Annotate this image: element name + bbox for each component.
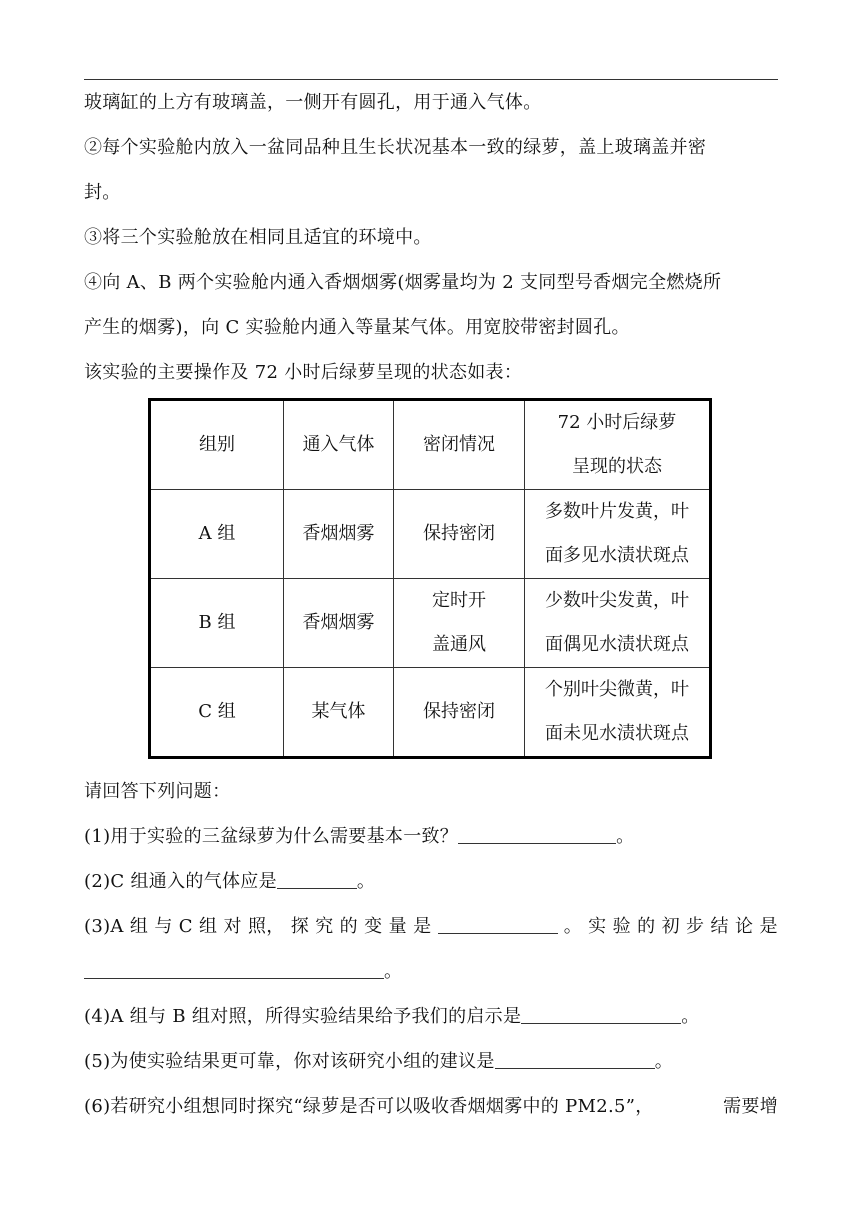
answer-blank-5[interactable] [495,1050,655,1069]
text-line-7: 该实验的主要操作及 72 小时后绿萝呈现的状态如表： [84,362,523,383]
q3-word: 对 [223,916,242,937]
question-6-text: (6)若研究小组想同时探究“绿萝是否可以吸收香烟烟雾中的 PM2.5”， [84,1096,654,1117]
answer-blank-2[interactable] [277,870,357,889]
q3-word: 照， [247,916,285,937]
q3-word: 的 [637,916,656,937]
cell-group: C 组 [150,668,284,758]
q3-word: 论 [734,916,754,937]
cell-seal-line-1: 定时开 [432,590,486,611]
table-row [150,490,711,579]
cell-group: A 组 [150,490,284,579]
answer-blank-3b[interactable] [84,960,384,979]
header-state [525,400,711,490]
questions-intro: 请回答下列问题： [84,781,231,802]
cell-state-line-2: 面未见水渍状斑点 [545,723,689,744]
q3-word: 是 [759,916,778,937]
answer-blank-1[interactable] [458,825,616,844]
q3-word: 组 [199,916,218,937]
question-2-text: (2)C 组通入的气体应是 [84,871,277,892]
table-header-row [150,400,711,490]
period: 。 [384,961,403,982]
cell-gas: 香烟烟雾 [284,579,394,668]
period: 。 [356,871,376,892]
q3-word: (3)A [84,916,124,937]
cell-seal-line-2: 盖通风 [432,634,486,655]
cell-state-line-1: 个别叶尖微黄，叶 [545,679,689,700]
text-line-4: ③将三个实验舱放在相同且适宜的环境中。 [84,227,432,248]
table-row [150,579,711,668]
q3-word: C [178,916,193,937]
question-5 [84,1050,673,1074]
header-gas: 通入气体 [284,400,394,490]
cell-state-line-1: 多数叶片发黄，叶 [545,501,689,522]
answer-blank-3a[interactable] [438,915,558,934]
cell-state [525,579,711,668]
q3-word: 探 [290,916,310,937]
q3-word: 。 [563,916,583,937]
experiment-table [148,398,712,759]
q3-word: 组 [129,916,149,937]
text-line-2 [84,136,778,160]
period: 。 [654,1051,674,1072]
answer-blank-4[interactable] [521,1005,681,1024]
header-seal: 密闭情况 [394,400,525,490]
text-line-2-content: ②每个实验舱内放入一盆同品种且生长状况基本一致的绿萝，盖上玻璃盖并密 [84,137,707,158]
q3-word: 初 [661,916,680,937]
q3-word: 步 [686,916,705,937]
question-6 [84,1095,778,1119]
period: 。 [681,1006,700,1027]
q3-word: 验 [612,916,631,937]
question-6-tail: 需要增 [723,1096,778,1117]
question-5-text: (5)为使实验结果更可靠，你对该研究小组的建议是 [84,1051,495,1072]
cell-state [525,668,711,758]
question-2 [84,870,375,894]
q3-word: 变 [364,916,383,937]
cell-gas: 某气体 [284,668,394,758]
question-4-text: (4)A 组与 B 组对照，所得实验结果给予我们的启示是 [84,1006,522,1027]
q3-word: 与 [154,916,173,937]
text-line-5: ④向 A、B 两个实验舱内通入香烟烟雾(烟雾量均为 2 支同型号香烟完全燃烧所 [84,272,722,293]
text-line-3: 封。 [84,182,121,203]
question-1-text: (1)用于实验的三盆绿萝为什么需要基本一致？ [84,826,459,847]
cell-gas: 香烟烟雾 [284,490,394,579]
cell-state-line-1: 少数叶尖发黄，叶 [545,590,689,611]
q3-word: 实 [588,916,607,937]
question-4 [84,1005,700,1029]
q3-word: 是 [413,916,432,937]
question-3-continued [84,960,402,984]
question-3 [84,915,778,939]
table-row [150,668,711,758]
q3-word: 量 [388,916,407,937]
cell-seal: 保持密闭 [394,490,525,579]
header-state-line-1: 72 小时后绿萝 [557,412,677,433]
q3-word: 究 [315,916,334,937]
cell-seal: 保持密闭 [394,668,525,758]
period: 。 [616,826,635,847]
cell-state [525,490,711,579]
q3-word: 结 [710,916,729,937]
cell-state-line-2: 面多见水渍状斑点 [545,545,689,566]
question-1 [84,825,634,849]
header-state-line-2: 呈现的状态 [572,456,662,477]
cell-group: B 组 [150,579,284,668]
text-line-6: 产生的烟雾)，向 C 实验舱内通入等量某气体。用宽胶带密封圆孔。 [84,317,630,338]
header-rule [84,79,778,80]
q3-word: 的 [339,916,358,937]
cell-state-line-2: 面偶见水渍状斑点 [545,634,689,655]
text-line-1: 玻璃缸的上方有玻璃盖，一侧开有圆孔，用于通入气体。 [84,92,542,113]
cell-seal [394,579,525,668]
header-group: 组别 [150,400,284,490]
